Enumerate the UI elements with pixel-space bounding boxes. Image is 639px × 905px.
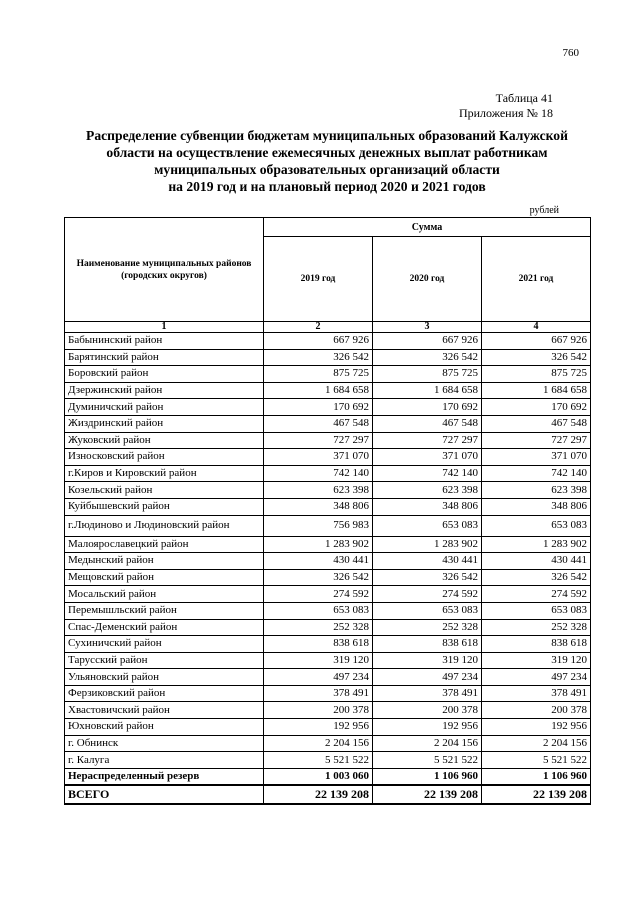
- table-row: [65, 415, 591, 432]
- value-2019: 378 491: [264, 685, 373, 702]
- district-name: Ферзиковский район: [65, 685, 264, 702]
- value-2020: 326 542: [373, 569, 482, 586]
- value-2021: 623 398: [482, 482, 591, 499]
- table-row: [65, 449, 591, 466]
- district-name: Юхновский район: [65, 719, 264, 736]
- value-2019: 1 684 658: [264, 382, 373, 399]
- value-2020: 319 120: [373, 652, 482, 669]
- value-2020: 192 956: [373, 719, 482, 736]
- district-name: Медынский район: [65, 553, 264, 570]
- value-2021: 326 542: [482, 349, 591, 366]
- value-2021: 497 234: [482, 669, 591, 686]
- district-name: Мосальский район: [65, 586, 264, 603]
- header-name-column: Наименование муниципальных районов (городских округов): [65, 218, 264, 322]
- table-row: [65, 536, 591, 553]
- value-2020: 727 297: [373, 432, 482, 449]
- document-title: [62, 127, 592, 195]
- table-row: [65, 619, 591, 636]
- value-2021: 667 926: [482, 333, 591, 350]
- value-2019: 667 926: [264, 333, 373, 350]
- value-2019: 274 592: [264, 586, 373, 603]
- subsidy-table: [64, 217, 591, 805]
- column-number: 1: [65, 322, 264, 333]
- value-2021: 192 956: [482, 719, 591, 736]
- header-sum: Сумма: [264, 218, 591, 237]
- units-label: рублей: [529, 205, 559, 216]
- value-2020: 653 083: [373, 515, 482, 536]
- table-row: [65, 432, 591, 449]
- value-2021: 2 204 156: [482, 735, 591, 752]
- value-2020: 623 398: [373, 482, 482, 499]
- value-2019: 467 548: [264, 415, 373, 432]
- total-value-2019: 22 139 208: [264, 785, 373, 804]
- reserve-name: Нераспределенный резерв: [65, 768, 264, 785]
- value-2021: 875 725: [482, 366, 591, 383]
- value-2020: 5 521 522: [373, 752, 482, 769]
- value-2020: 467 548: [373, 415, 482, 432]
- reserve-value-2019: 1 003 060: [264, 768, 373, 785]
- value-2020: 430 441: [373, 553, 482, 570]
- table-row: [65, 669, 591, 686]
- value-2020: 200 378: [373, 702, 482, 719]
- district-name: Думиничский район: [65, 399, 264, 416]
- value-2019: 742 140: [264, 465, 373, 482]
- value-2019: 756 983: [264, 515, 373, 536]
- value-2020: 875 725: [373, 366, 482, 383]
- title-line: Распределение субвенции бюджетам муниципальных образований Калужской: [86, 128, 568, 143]
- table-row: [65, 399, 591, 416]
- value-2019: 371 070: [264, 449, 373, 466]
- table-row: [65, 333, 591, 350]
- value-2021: 348 806: [482, 498, 591, 515]
- title-line: муниципальных образовательных организаций области: [154, 162, 500, 177]
- table-row: [65, 752, 591, 769]
- value-2020: 838 618: [373, 636, 482, 653]
- table-row: [65, 498, 591, 515]
- page-number: 760: [562, 47, 579, 59]
- district-name: Перемышльский район: [65, 602, 264, 619]
- district-name: Жиздринский район: [65, 415, 264, 432]
- value-2019: 497 234: [264, 669, 373, 686]
- district-name: Ульяновский район: [65, 669, 264, 686]
- table-row: [65, 735, 591, 752]
- value-2021: 200 378: [482, 702, 591, 719]
- value-2020: 274 592: [373, 586, 482, 603]
- total-row: [65, 785, 591, 804]
- value-2019: 192 956: [264, 719, 373, 736]
- value-2021: 838 618: [482, 636, 591, 653]
- value-2019: 727 297: [264, 432, 373, 449]
- value-2019: 319 120: [264, 652, 373, 669]
- total-value-2021: 22 139 208: [482, 785, 591, 804]
- header-year-2020: 2020 год: [373, 237, 482, 322]
- reserve-value-2020: 1 106 960: [373, 768, 482, 785]
- value-2020: 742 140: [373, 465, 482, 482]
- value-2020: 252 328: [373, 619, 482, 636]
- value-2021: 742 140: [482, 465, 591, 482]
- value-2020: 1 283 902: [373, 536, 482, 553]
- district-name: Износковский район: [65, 449, 264, 466]
- value-2019: 2 204 156: [264, 735, 373, 752]
- value-2021: 467 548: [482, 415, 591, 432]
- district-name: г. Обнинск: [65, 735, 264, 752]
- value-2021: 170 692: [482, 399, 591, 416]
- district-name: Спас-Деменский район: [65, 619, 264, 636]
- district-name: Жуковский район: [65, 432, 264, 449]
- column-number: 4: [482, 322, 591, 333]
- district-name: Барятинский район: [65, 349, 264, 366]
- table-row: [65, 366, 591, 383]
- header-year-2021: 2021 год: [482, 237, 591, 322]
- value-2021: 319 120: [482, 652, 591, 669]
- value-2019: 653 083: [264, 602, 373, 619]
- header-year-2019: 2019 год: [264, 237, 373, 322]
- district-name: г.Людиново и Людиновский район: [65, 515, 264, 536]
- value-2019: 623 398: [264, 482, 373, 499]
- district-name: Мещовский район: [65, 569, 264, 586]
- value-2021: 1 684 658: [482, 382, 591, 399]
- value-2019: 875 725: [264, 366, 373, 383]
- value-2021: 326 542: [482, 569, 591, 586]
- value-2020: 497 234: [373, 669, 482, 686]
- table-row: [65, 382, 591, 399]
- value-2019: 326 542: [264, 349, 373, 366]
- district-name: г.Киров и Кировский район: [65, 465, 264, 482]
- table-reference: [459, 91, 553, 121]
- value-2019: 1 283 902: [264, 536, 373, 553]
- district-name: Куйбышевский район: [65, 498, 264, 515]
- value-2019: 838 618: [264, 636, 373, 653]
- value-2019: 326 542: [264, 569, 373, 586]
- appendix-number: Приложения № 18: [458, 106, 553, 120]
- total-name: ВСЕГО: [65, 785, 264, 804]
- table-row: [65, 515, 591, 536]
- value-2021: 252 328: [482, 619, 591, 636]
- district-name: Дзержинский район: [65, 382, 264, 399]
- column-number-row: [65, 322, 591, 333]
- value-2019: 252 328: [264, 619, 373, 636]
- column-number: 2: [264, 322, 373, 333]
- table-row: [65, 685, 591, 702]
- district-name: Тарусский район: [65, 652, 264, 669]
- district-name: Бабынинский район: [65, 333, 264, 350]
- district-name: Козельский район: [65, 482, 264, 499]
- value-2020: 378 491: [373, 685, 482, 702]
- district-name: Хвастовичский район: [65, 702, 264, 719]
- table-number: Таблица 41: [495, 91, 553, 105]
- value-2021: 274 592: [482, 586, 591, 603]
- reserve-value-2021: 1 106 960: [482, 768, 591, 785]
- value-2020: 2 204 156: [373, 735, 482, 752]
- district-name: г. Калуга: [65, 752, 264, 769]
- table-row: [65, 602, 591, 619]
- column-number: 3: [373, 322, 482, 333]
- value-2021: 378 491: [482, 685, 591, 702]
- value-2021: 653 083: [482, 602, 591, 619]
- value-2020: 326 542: [373, 349, 482, 366]
- value-2019: 200 378: [264, 702, 373, 719]
- value-2021: 653 083: [482, 515, 591, 536]
- table-row: [65, 553, 591, 570]
- value-2020: 667 926: [373, 333, 482, 350]
- value-2020: 653 083: [373, 602, 482, 619]
- table-row: [65, 652, 591, 669]
- value-2019: 5 521 522: [264, 752, 373, 769]
- value-2019: 170 692: [264, 399, 373, 416]
- value-2020: 371 070: [373, 449, 482, 466]
- district-name: Сухиничский район: [65, 636, 264, 653]
- district-name: Боровский район: [65, 366, 264, 383]
- value-2020: 348 806: [373, 498, 482, 515]
- value-2021: 371 070: [482, 449, 591, 466]
- table-row: [65, 586, 591, 603]
- value-2019: 430 441: [264, 553, 373, 570]
- table-row: [65, 482, 591, 499]
- value-2021: 430 441: [482, 553, 591, 570]
- value-2021: 727 297: [482, 432, 591, 449]
- value-2021: 1 283 902: [482, 536, 591, 553]
- total-value-2020: 22 139 208: [373, 785, 482, 804]
- reserve-row: [65, 768, 591, 785]
- value-2020: 170 692: [373, 399, 482, 416]
- table-row: [65, 569, 591, 586]
- table-row: [65, 636, 591, 653]
- table-row: [65, 349, 591, 366]
- title-line: области на осуществление ежемесячных денежных выплат работникам: [106, 145, 548, 160]
- district-name: Малоярославецкий район: [65, 536, 264, 553]
- table-row: [65, 702, 591, 719]
- value-2019: 348 806: [264, 498, 373, 515]
- table-row: [65, 719, 591, 736]
- title-line: на 2019 год и на плановый период 2020 и 2021 годов: [168, 179, 486, 194]
- table-row: [65, 465, 591, 482]
- value-2020: 1 684 658: [373, 382, 482, 399]
- value-2021: 5 521 522: [482, 752, 591, 769]
